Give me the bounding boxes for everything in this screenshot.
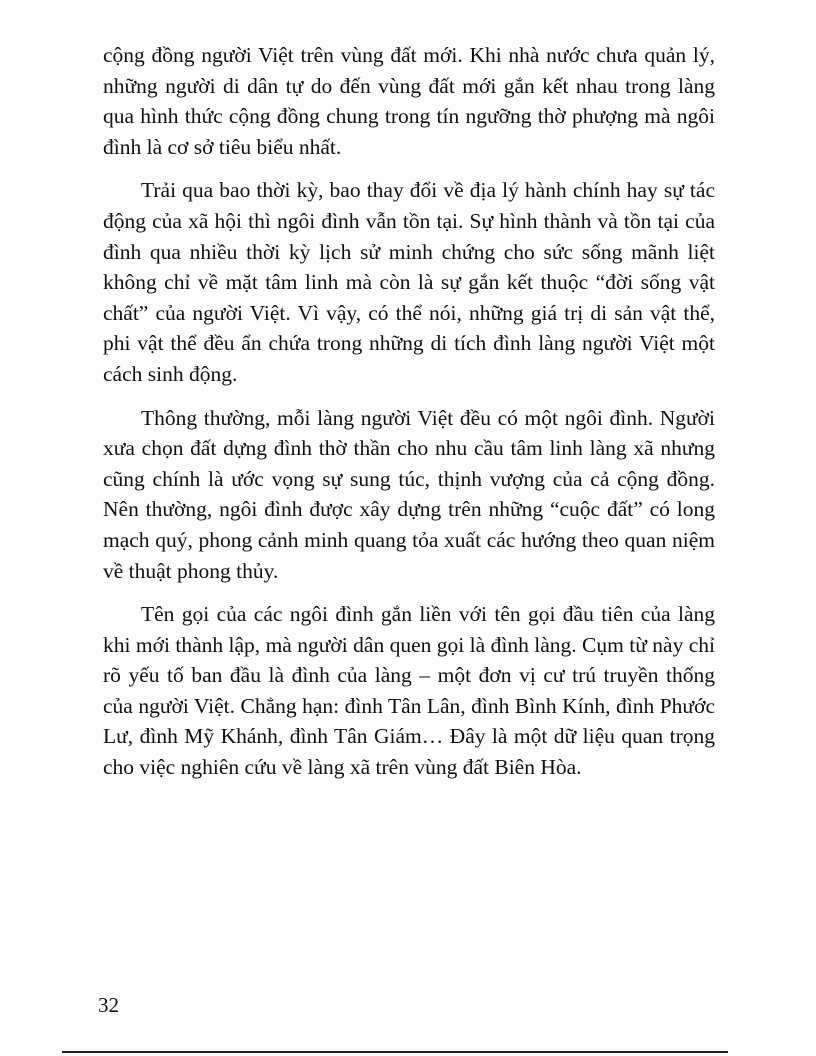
page-number: 32 <box>98 993 119 1017</box>
paragraph-continuation: cộng đồng người Việt trên vùng đất mới. Khi nhà nước chưa quản lý, những người di dân tự do đến vùng đất mới gắn kết nhau trong làng qua hình thức cộng đồng chung trong tín ngưỡng thờ phượng mà ngôi đình là cơ sở tiêu biểu nhất. <box>103 43 715 159</box>
paragraph-ten-goi: Tên gọi của các ngôi đình gắn liền với tên gọi đầu tiên của làng khi mới thành lập, mà người dân quen gọi là đình làng. Cụm từ này chỉ rõ yếu tố ban đầu là đình của làng – một đơn vị cư trú truyền thống của người Việt. Chẳng hạn: đình Tân Lân, đình Bình Kính, đình Phước Lư, đình Mỹ Khánh, đình Tân Giám… Đây là một dữ liệu quan trọng cho việc nghiên cứu về làng xã trên vùng đất Biên Hòa. <box>103 602 715 780</box>
paragraph-thong-thuong: Thông thường, mỗi làng người Việt đều có một ngôi đình. Người xưa chọn đất dựng đình thờ thần cho nhu cầu tâm linh làng xã nhưng cũng chính là ước vọng sự sung túc, thịnh vượng của cả cộng đồng. Nên thường, ngôi đình được xây dựng trên những “cuộc đất” có long mạch quý, phong cảnh minh quang tỏa xuất các hướng theo quan niệm về thuật phong thủy. <box>103 405 715 583</box>
paragraph-dinh-ton-tai: Trải qua bao thời kỳ, bao thay đổi về địa lý hành chính hay sự tác động của xã hội thì ngôi đình vẫn tồn tại. Sự hình thành và tồn tại của đình qua nhiều thời kỳ lịch sử minh chứng cho sức sống mãnh liệt không chỉ về mặt tâm linh mà còn là sự gắn kết thuộc “đời sống vật chất” của người Việt. Vì vậy, có thể nói, những giá trị di sản vật thể, phi vật thể đều ẩn chứa trong những di tích đình làng người Việt một cách sinh động. <box>103 178 715 386</box>
body-text <box>103 40 715 796</box>
bottom-rule <box>62 1051 728 1053</box>
